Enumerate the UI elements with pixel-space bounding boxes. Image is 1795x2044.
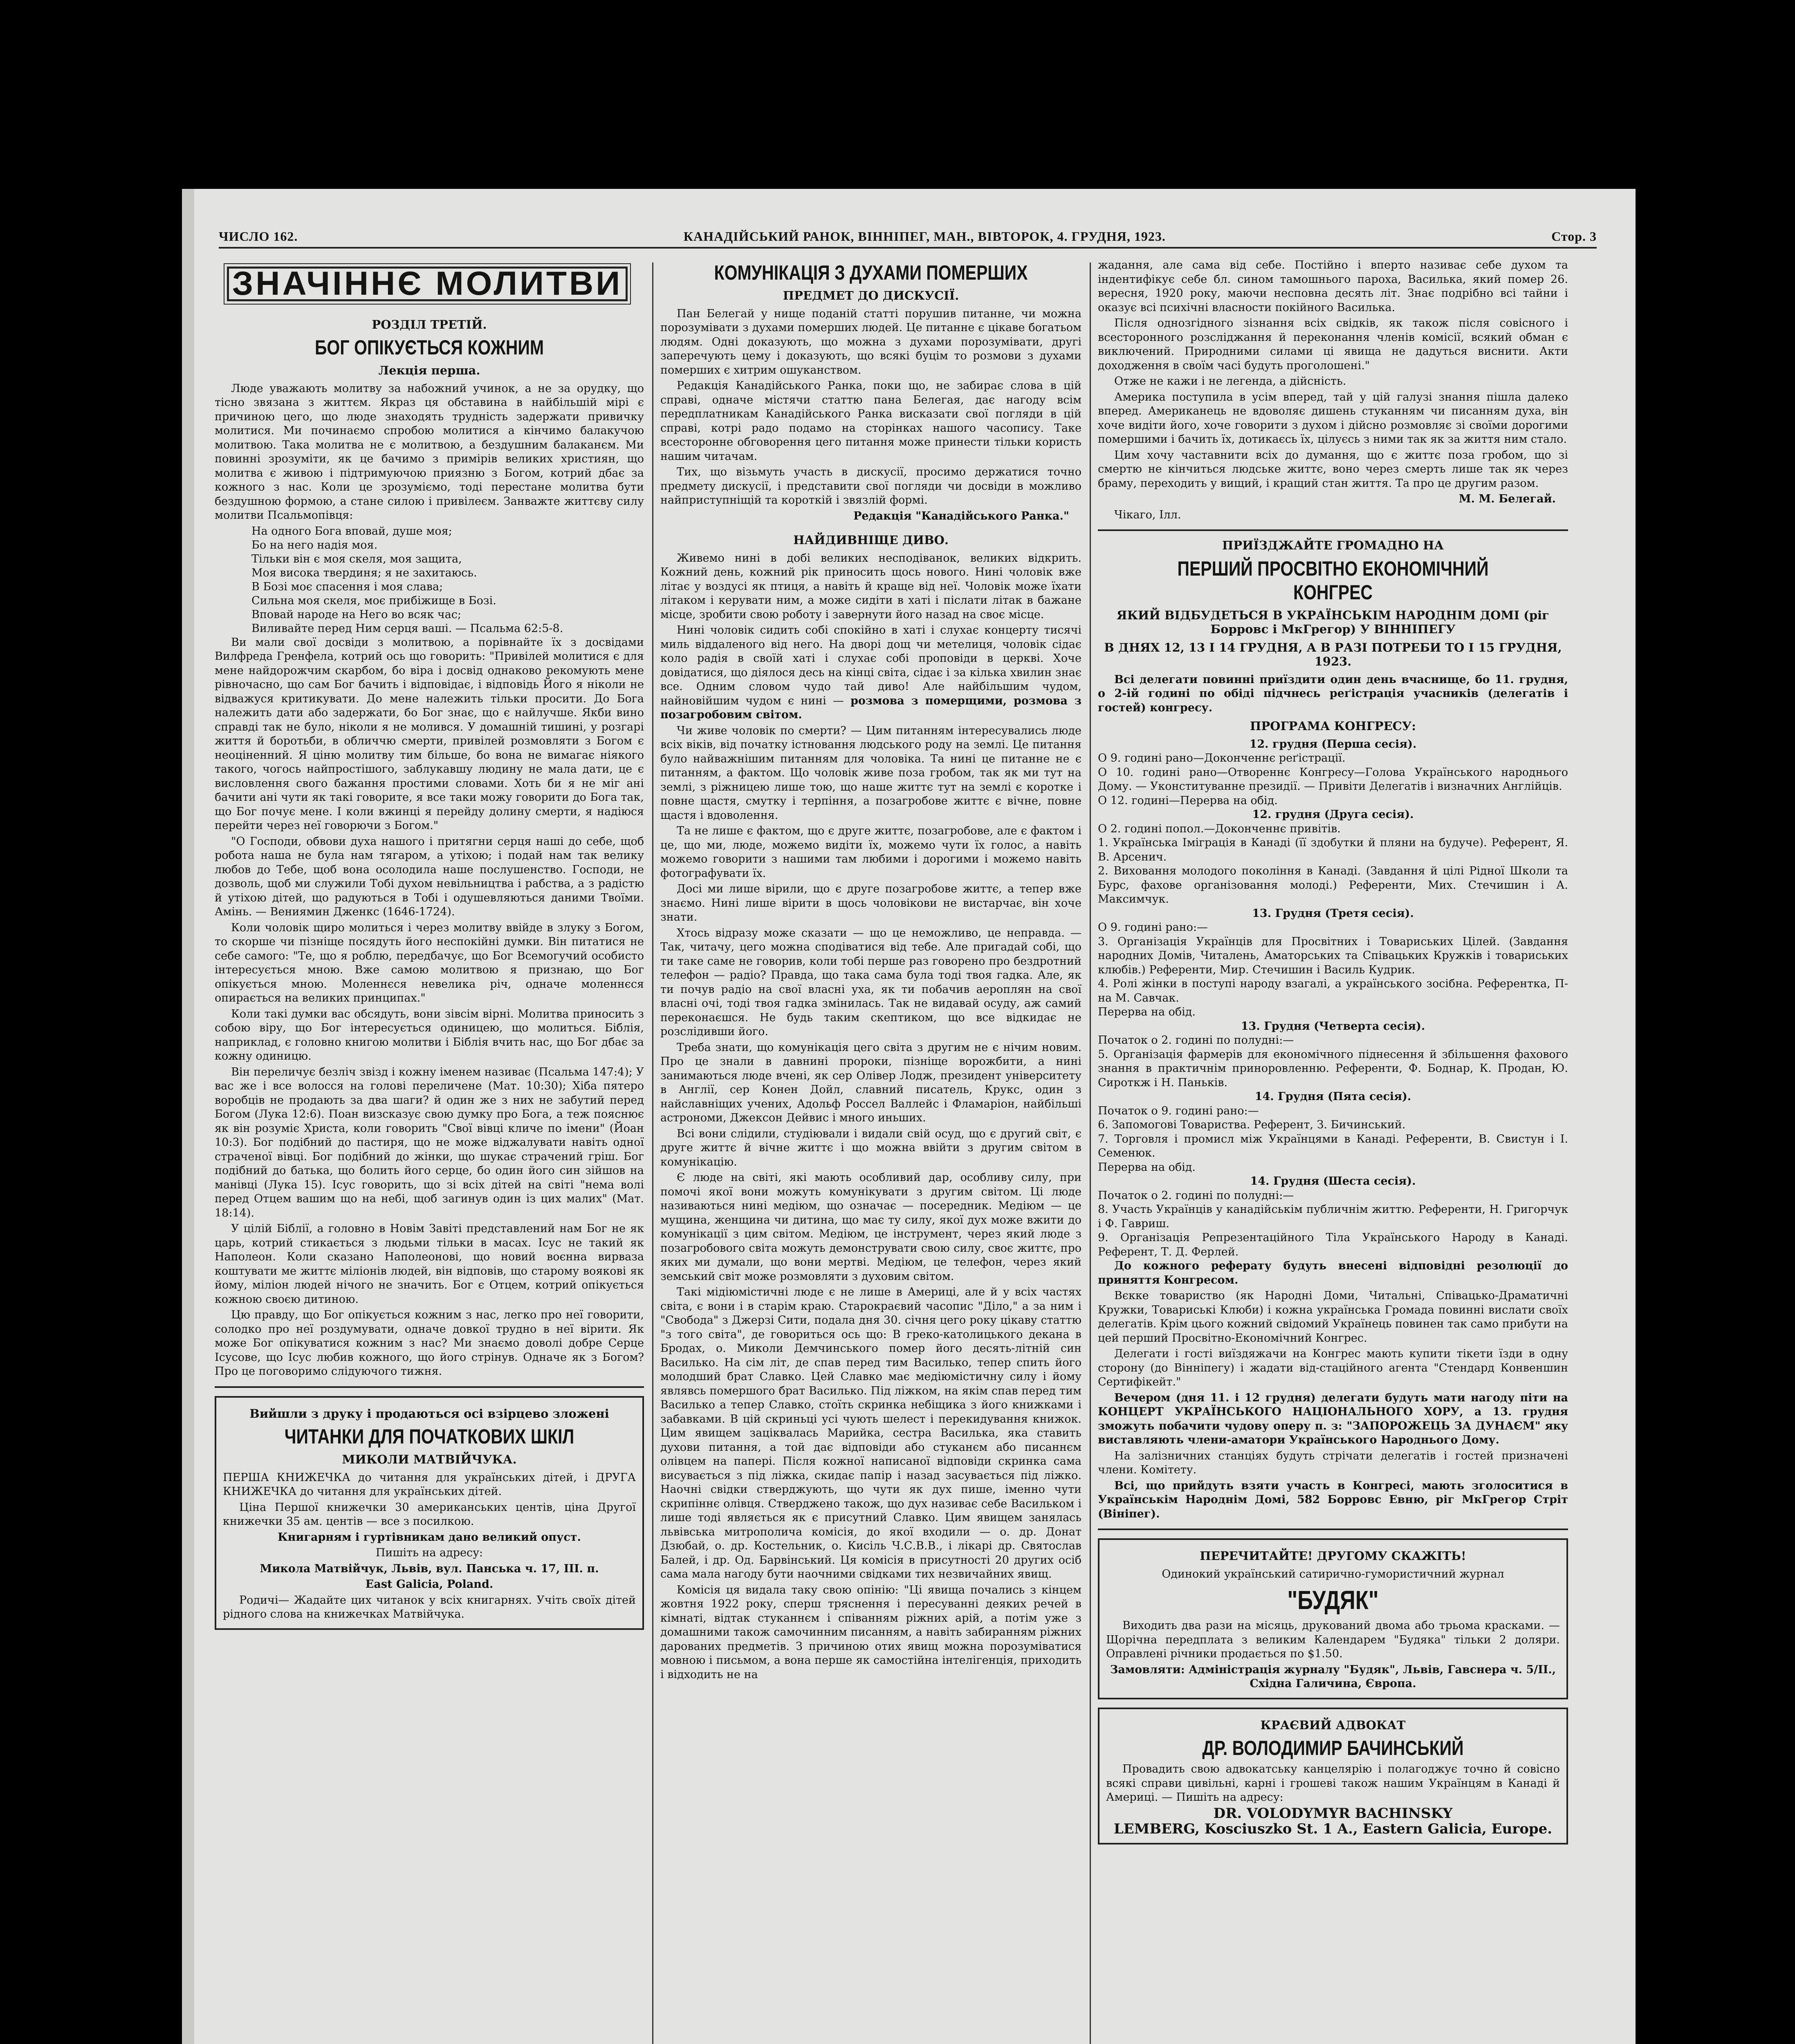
book-advertisement: [215, 1396, 644, 1630]
article-headline: КОМУНІКАЦІЯ З ДУХАМИ ПОМЕРШИХ: [714, 261, 1028, 284]
poem-line: Тільки він є моя скеля, моя защита,: [251, 552, 462, 565]
paragraph: Пан Белегай у нище поданій статті порушив питанне, чи можна порозумівати з духами померших людей. Це питанне є цікаве богатьом людям. Одні доказують, що можна з духами порозумівати, другі заперечують цему і доказують, що всякі буцім то розмови з духами померших є хитрим ошуканством.: [660, 307, 1081, 377]
paragraph-text: Нині чоловік сидить собі спокійно в хаті і слухає концерту тисячі миль віддаленого від него. На дворі дощ чи метелиця, чоловік сідає коло радія в своїй хаті і слухає собі проповіди в церкві. Хоче довідатися, що діялося десь на кінці світа, сідає і за кілька хвилин знає все. Одним словом чудо тай диво! Але найбільшим чудом, найновійшим чудом є нині —: [660, 624, 1081, 707]
ad-title: ДР. ВОЛОДИМИР БАЧИНСЬКИЙ: [1202, 1737, 1464, 1759]
paragraph: Досі ми лише вірили, що є друге позагробове життє, а тепер вже знаємо. Нині лише вірити в щось чоловікови не вистарчає, він хоче знати.: [660, 883, 1081, 923]
poem-line: Вповай народе на Него во всяк час;: [251, 608, 461, 621]
issue-number: ЧИСЛО 162.: [219, 229, 298, 244]
program-title: ПРОГРАМА КОНГРЕСУ:: [1250, 719, 1416, 733]
program-item: О 10. годині рано—Отвореннє Конгресу—Голова Українського народнього Дому. — Уконституванне президії. — Привіти Делегатів і визначних Англійців.: [1098, 766, 1568, 793]
program-item: 3. Організація Українців для Просвітних і Товариських Цілей. (Завдання народних Домів, Читалень, Аматорських та Співацьких Кружків і товариських клюбів.) Референти, Мир. Стечишин і Василь Кудрик.: [1098, 935, 1568, 976]
poem-line: Виливайте перед Ним серця ваші. — Псальма 62:5-8.: [251, 622, 563, 635]
ad-address: East Galicia, Poland.: [365, 1578, 494, 1591]
program-item: 9. Організація Репрезентаційного Тіла Українського Народу в Канаді. Референт, Т. Д. Ферлей.: [1098, 1231, 1568, 1258]
congress-text: Вечером (дня 11. і 12 грудня) делегати будуть мати нагоду піти на КОНЦЕРТ УКРАЇНСЬКОГО НАЦІОНАЛЬНОГО ХОРУ, а 13. грудня зможуть побачити чудову оперу п. з: "ЗАПОРОЖЕЦЬ ЗА ДУНАЄМ" яку виставляють члени-аматори Українського Народнього Дому.: [1098, 1391, 1568, 1446]
congress-announcement: [1098, 538, 1568, 1521]
paragraph: Після однозгідного зізнання всіх свідків, як також після совісного і всесторонного розсліджання й переконання членів комісії, всякий обман є виключений. Природними силами ці явища не дадуться виснити. Акти доходження в своїм часі будуть проголошені.": [1098, 317, 1568, 372]
psalm-quote: [215, 524, 644, 636]
program-item: 6. Запомогові Товариства. Референт, З. Бичинський.: [1098, 1118, 1406, 1131]
paragraph: Хтось відразу може сказати — що це неможливо, це неправда. — Так, читачу, цего можна сподіватися від тебе. Але пригадай собі, що ти таке саме не говорив, коли тобі перше раз говорено про бездротний телефон — радіо? Правда, що така сама була тоді твоя гадка. Але, як ти почув радіо на свої власні уха, як ти побачив аероплян на свої власні очі, тоді твоя гадка змінилась. Так не видавай осуду, аж самий переконаєшся. Не будь таким скептиком, що все відкидає не розслідивши його.: [660, 926, 1081, 1038]
congress-dates: В ДНЯХ 12, 13 І 14 ГРУДНЯ, А В РАЗІ ПОТРЕБИ ТО І 15 ГРУДНЯ, 1923.: [1104, 640, 1562, 668]
poem-line: Бо на него надія моя.: [251, 538, 378, 551]
ad-text: ПЕРША КНИЖЕЧКА до читання для українських дітей, і ДРУГА КНИЖЕЧКА до читання для українських дітей.: [223, 1471, 636, 1498]
program-item: 7. Торговля і промисл між Українцями в Канаді. Референти, В. Свистун і І. Семенюк.: [1098, 1132, 1568, 1159]
ad-address: LEMBERG, Kosciuszko St. 1 A., Eastern Galicia, Europe.: [1113, 1821, 1553, 1837]
ad-text: Виходить два рази на місяць, друкований двома або трьома красками. — Щорічна передплата з великим Календарем "Будяка" тільки 2 доляри. Оправлені річники продається по $1.50.: [1106, 1619, 1560, 1660]
program-list: [1098, 737, 1568, 1260]
program-session-heading: 14. Грудня (Шеста сесія).: [1250, 1175, 1416, 1188]
paragraph: Отже не кажи і не легенда, а дійсність.: [1114, 375, 1346, 388]
paragraph: Комісія ця видала таку свою опінію: "Ці явища почались з кінцем жовтня 1922 року, сперш тряснення і пересуванні деяких речей в кімнаті, відтак стуканнєм і співанням ріжних арій, а потім уже з домашними також самочинним писанням, а навіть забиранням ріжних дарованих предметів. З причиною отих явищ можна порозуміватися мовною і письмом, а вона перше як самостійна інтелігенція, приходить і відходить не на: [660, 1583, 1081, 1681]
ad-head: КРАЄВИЙ АДВОКАТ: [1260, 1718, 1406, 1732]
ad-text: Провадить свою адвокатську канцелярію і полагоджує точно й совісно всякі справи цивільні, карні і грошеві також нашим Українцям в Канаді й Америці. — Пишіть на адресу:: [1106, 1763, 1560, 1804]
program-item: 5. Організація фармерів для економічного піднесення й збільшення фахового знання в практичнім приноровленню. Референти, Ф. Боднар, К. Продан, Ю. Сироткж і Н. Паньків.: [1098, 1048, 1568, 1089]
program-item: 4. Ролі жінки в поступі народу взагалі, а українського зосібна. Референтка, П-на М. Савчак.: [1098, 977, 1568, 1004]
divider: [1098, 1529, 1568, 1530]
paragraph: Цим хочу частавнити всіх до думання, що є життє поза гробом, що зі смертю не кінчиться людське життє, воно через смерть лише так як через браму, переходить у вищий, і кращий стан життя. Та про це другим разом.: [1098, 448, 1568, 490]
signature: М. М. Белегай.: [1458, 493, 1556, 505]
ad-title: "БУДЯК": [1287, 1585, 1379, 1615]
poem-line: Моя висока твердиня; я не захитаюсь.: [251, 566, 477, 579]
column-rule: [1090, 262, 1091, 2044]
paragraph: Живемо нині в добі великих несподіванок, великих відкрить. Кожний день, кожний рік приносить щось нового. Нині чоловік вже літає у воздусі як птиця, а навіть й краще від неї. Чоловік може їхати літаком і керувати ним, а може сидіти в хаті і післати літак в бажане місце, зробити свою роботу і завернути його назад на своє місце.: [660, 551, 1081, 621]
program-item: Перерва на обід.: [1098, 1161, 1196, 1174]
ad-text: Ціна Першої книжечки 30 американських центів, ціна Другої книжечки 35 ам. центів — все з посилкою.: [223, 1501, 636, 1528]
poem-line: Сильна моя скеля, моє прибіжище в Бозі.: [251, 594, 496, 607]
paragraph: У цілій Біблії, а головно в Новім Завіті представлений нам Бог не як царь, котрий стикається з людьми тільки в масах. Ісус не такий як Наполеон. Коли сказано Наполеонові, що новий воєнна вирваза коштувати ме життє міліонів людей, він відповів, що старому воякові як йому, міліон людей нічого не значить. Бог є Отцем, котрий опікується кожною своєю дитиною.: [215, 1222, 644, 1306]
congress-text: На залізничних станціях будуть стрічати делегатів і гостей призначені члени. Комітету.: [1098, 1449, 1568, 1476]
congress-intro: ПРИЇЗДЖАЙТЕ ГРОМАДНО НА: [1222, 538, 1444, 552]
ad-text: Родичі— Жадайте цих читанок у всіх книгарнях. Учіть своїх дітей рідного слова на книжечках Матвійчука.: [223, 1594, 636, 1620]
paragraph: Люде уважають молитву за набожний учинок, а не за орудку, що тісно звязана з життєм. Якраз ця обставина в найбільшій мірі є причиною цего, що люде знаходять трудність задержати привичку молитися. Ми починаємо спробою молитися а кінчимо балакучою молитвою. Така молитва не є молитвою, а бездушним балаканєм. Ми повинні зрозуміти, як це бачимо з примірів великих християн, що молитва є живою і підтримуючою приязню з Богом, котрий дбає за кожного з нас. Коли це зрозуміємо, тоді перестане молитва бути бездушною формою, а стане силою і привілеєм. Занважте життєву силу молитви Псальмопівця:: [215, 382, 644, 522]
program-item: 2. Виховання молодого покоління в Канаді. (Завдання й цілі Рідної Школи та Бурс, фахове організовання молоді.) Референти, Мих. Стечишин і А. Максимчук.: [1098, 865, 1568, 905]
masthead-title: КАНАДІЙСЬКИЙ РАНОК, ВІННІПЕГ, МАН., ВІВТОРОК, 4. ГРУДНЯ, 1923.: [683, 229, 1166, 244]
ad-text: Книгарням і гуртівникам дано великий опуст.: [278, 1531, 581, 1544]
ad-intro: Вийшли з друку і продаються осі взірцево зложені: [249, 1406, 609, 1421]
congress-note: Всі делегати повинні приїздити один день вчаснище, бо 11. грудня, о 2-ій годині по обіді підчнесь реґістрація учасників (делегатів і гостей) конгресу.: [1098, 673, 1568, 714]
paragraph: Та не лише є фактом, що є друге життє, позагробове, але є фактом і це, що ми, люде, можемо видіти їх, можемо чути їх голос, а навіть можемо говорити з нашими там любими і дорогими і можемо навіть фотографувати їх.: [660, 825, 1081, 880]
paragraph: Ви мали свої досвіди з молитвою, а порівнайте їх з досвідами Вилфреда Гренфела, котрий ось що говорить: "Привілей молитися є для мене найдорожчим скарбом, бо віра і досвід однаково рекомують мене рівночасно, що сам Бог бачить і відповідає, і відповідь Його я ніколи не відважуся критикувати. До мене належить тільки просити. До Бога належить дати або задержати, бо Бог знає, що є найлучше. Якби вино справді так не було, ніколи я не молився. У домашній тишині, у розгарі життя й боротьби, в обличчю смерти, привілей розмовляти з Богом є неоціненний. Я ціню молитву тим більше, бо вона не вимагає ніякого такого, чогось найпростішого, заблукавшу людину не мала дати, це є висловлення свого бажання простими словами. Хоть би я не міг ані бачити ані чути як такі говорите, я все таки можу говорити до Бога так, що Бог почує мене. І коли вжинці я перейду долину смерти, я надіюся перейти через неї говорючи з Богом.": [215, 636, 644, 832]
program-item: 1. Українська Іміграція в Канаді (її здобутки й пляни на будуче). Референт, Я. В. Арсенич.: [1098, 836, 1568, 863]
paragraph: [660, 623, 1081, 722]
ad-address: Замовляти: Адміністрація журналу "Будяк", Львів, Гавснера ч. 5/ІІ., Східна Галичина, Європа.: [1110, 1663, 1556, 1690]
ad-title: ЧИТАНКИ ДЛЯ ПОЧАТКОВИХ ШКІЛ: [284, 1425, 574, 1448]
poem-line: На одного Бога вповай, душе моя;: [251, 524, 452, 538]
program-session-heading: 12. грудня (Перша сесія).: [1249, 737, 1417, 751]
lawyer-advertisement: [1098, 1708, 1568, 1845]
article-title-box: ЗНАЧІННЄ МОЛИТВИ: [227, 267, 628, 301]
prayer-quote: "О Господи, обвови духа нашого і притягни серця наші до себе, щоб робота наша не була нам тягаром, а утіхою; і подай нам так велику любов до Тебе, щоб вона осолодила наше послушенство. Господи, не дозволь, щоб ми служили Тобі духом невільництва і рабства, а з радістю й утіхою дітей, що радуються в Тобі і одушевляються даними Твоїми. Амінь. — Вениямин Дженкс (1646-1724).: [215, 835, 644, 918]
paragraph: Коли чоловік щиро молиться і через молитву ввійде в злуку з Богом, то скорше чи пізніще посядуть його неспокійні думки. Він питатися не себе самого: "Те, що я роблю, передбачує, що Бог Всемогучий особисто інтересується мною. Вже самою молитвою я признаю, що Бог опікується мною. Моленнєся невелика річ, одначе моленнєся опирається на великих принципах.": [215, 921, 644, 1004]
budiak-advertisement: [1098, 1538, 1568, 1699]
column-2: [660, 258, 1081, 1683]
program-item: Початок о 2. годині по полудні:—: [1098, 1189, 1294, 1202]
paragraph: Тих, що візьмуть участь в дискусії, просимо держатися точно предмету дискусії, і представити свої погляди чи досвіди в можливо найприступніщій та короткій і звязлій формі.: [660, 466, 1081, 507]
article-subtitle: ПРЕДМЕТ ДО ДИСКУСІЇ.: [783, 289, 959, 303]
paragraph: Такі мідіюмістичні люде є не лише в Америці, але й у всіх частях світа, є вони і в старім краю. Старокраєвий часопис "Діло," а за ним і "Свобода" з Джерзі Сити, подала дня 30. січня цего року цікаву статтю "з того світа", де говориться ось що: В греко-католицького декана в Бродах, о. Миколи Демчинського помер його десять-літній син Василько. На сім літ, де спав перед тим Василько, тепер спить його молодший брат Славко. Цей Славко має медіюмістичну силу і йому являвсь помершого брат Василько. Під ліжком, на якім спав перед тим Василько а тепер Славко, стоїть скринка небіщика з його книжками і забавками. В цій скриньці усі чують шелест і перекидування книжок. Цим явищем заціквалась Марийка, сестра Василька, яка ставить духови питання, а той дає відповіди або стуканєм або писаннєм олівцем на папері. Після кожної написаної відповіди скринка сама висувається з під ліжка, скидає папір і назад засувається під ліжко. Наочні свідки стверджують, що чути як дух пише, іменно чути скрипіннє олівця. Стверджено також, що дух називає себе Васильком і лише тоді являється як є присутний Славко. Цим явищем занялась львівська митрополича комісія, до якої входили — о. др. Донат Дзюбай, о. др. Костельник, о. Кисіль Ч.С.В.В., і лікарі др. Святослав Балей, і др. Од. Барвінський. Ця комісія в присутності 20 других осіб сама мала нагоду бути наочними свідками тих незвичайних явищ.: [660, 1286, 1081, 1580]
section-label: РОЗДІЛ ТРЕТІЙ.: [372, 317, 487, 332]
program-session-heading: 14. Грудня (Пята сесія).: [1254, 1090, 1411, 1103]
newspaper-page: [182, 189, 1636, 2044]
signature: Редакція "Канадійського Ранка.": [853, 509, 1069, 522]
divider: [1098, 529, 1568, 531]
lecture-label: Лекція перша.: [378, 363, 480, 377]
ad-text: Пишіть на адресу:: [375, 1546, 483, 1559]
paragraph: Він переличує безліч звізд і кожну іменем називає (Псальма 147:4); У вас же і все волосся на голові переличене (Мат. 10:30); Хіба пятеро воробців не продають за два шаги? й один же з них не забутий перед Богом (Лука 12:6). Поан визсказує свою думку про Бога, а теж пояснює як він розуміє Христа, коли говорить "Свої вівці кличе по імени" (Йоан 10:3). Бог подібний до пастиря, що не може віджалувати навіть одної страченої вівці. Бог подібний до жінки, що шукає страчений гріш. Бог подібний до батька, що болить його серце, бо один його син зійшов на манівці (Лука 15). Ісус говорить, що зі всіх дітей на світі "нема волі перед Отцем вашим що на небі, щоб загинув один із цих малих" (Мат. 18:14).: [215, 1065, 644, 1219]
column-3: [1098, 258, 1568, 1845]
poem-line: В Бозі моє спасення і моя слава;: [251, 580, 443, 593]
congress-text: Вєкке товариство (як Народні Доми, Читальні, Співацько-Драматичні Кружки, Товариські Клюби) і кожна українська Громада повинні вислати своїх делегатів. Крім цього кожний свідомий Українець повинен так само прибути на цей перший Просвітно-Економічний Конгрес.: [1098, 1289, 1568, 1345]
column-1: [215, 258, 644, 1630]
program-item: Початок о 9. годині рано:—: [1098, 1104, 1259, 1117]
program-item: 8. Участь Українців у канадійськім публичнім життю. Референти, Н. Григорчук і Ф. Гавриш.: [1098, 1203, 1568, 1230]
ad-address: Микола Матвійчук, Львів, вул. Панська ч. 17, ІІІ. п.: [260, 1562, 599, 1575]
page-number: Стор. 3: [1551, 229, 1597, 244]
article-headline: БОГ ОПІКУЄТЬСЯ КОЖНИМ: [314, 336, 544, 359]
paragraph: жадання, але сама від себе. Постійно і вперто називає себе духом та індентифікує себе бл. сином тамошнього пароха, Василька, який помер 26. вересня, 1920 року, маючи несповна десять літ. Знає подрібно всі тайни і оказує всі психічні власности покійного Василька.: [1098, 259, 1568, 314]
divider: [215, 1386, 644, 1388]
paragraph: Чи живе чоловік по смерти? — Цим питанням інтересувались люде всіх віків, від початку істновання людського роду на землі. Це питання було найважнішим питанням для чоловіка. Та нині це питанне не є питанням, а фактом. Що чоловік живе поза гробом, так як ми тут на землі, з ріжницею лише тою, що наше життє тут на землі є коротке і повне щастя, смутку і терпіння, а позагробове життє є вічне, повне щастя і вдоволення.: [660, 724, 1081, 822]
program-item: О 9. годині рано:—: [1098, 921, 1208, 934]
congress-text: Всі, що прийдуть взяти участь в Конгресі, мають зголоситися в Українськім Народнім Домі, 582 Борровс Евню, ріг МкГрегор Стріт (Вініпег).: [1098, 1479, 1568, 1520]
program-item: О 2. годині попол.—Доконченнє привітів.: [1098, 822, 1341, 835]
section-heading: НАЙДИВНІЩЕ ДИВО.: [793, 533, 949, 547]
paragraph: Треба знати, що комунікація цего світа з другим не є нічим новим. Про це знали в давнині пророки, пізніще ворожбити, а нині занимаються люде вчені, як сер Олівер Лодж, президент університету в Англії, сер Конен Дойл, славний писатель, Крукс, один з найславніщих учених, Адольф Россел Валлейс і Фламаріон, найбільші астрономи, Джексон Дейвис і много иньших.: [660, 1041, 1081, 1124]
program-item: Перерва на обід.: [1098, 1006, 1196, 1018]
congress-location: ЯКИЙ ВІДБУДЕТЬСЯ В УКРАЇНСЬКІМ НАРОДНІМ ДОМІ (ріг Борровс і МкГрегор) У ВІННІПЕГУ: [1117, 608, 1549, 636]
congress-title: ПЕРШИЙ ПРОСВІТНО ЕКОНОМІЧНИЙ КОНГРЕС: [1177, 557, 1489, 604]
ad-address: DR. VOLODYMYR BACHINSKY: [1213, 1805, 1453, 1822]
paragraph: Америка поступила в усім вперед, тай у цій галузі знання пішла далеко вперед. Американець не вдоволяє дишень стуканням чи писанням духа, він хоче видіти його, хоче говорити з духом і дійсно розмовляє зі своїми дорогими помершими і бачить їх, дотикаєсь їх, цілуєсь з ними так як за життя ним стало.: [1098, 390, 1568, 446]
dateline: Чікаго, Ілл.: [1114, 508, 1181, 521]
paragraph: Є люде на світі, які мають особливий дар, особливу силу, при помочі якої вони можуть комунікувати з другим світом. Ці люде називаються нині медіюм, що означає — посередник. Медіюм — це мущина, женщина чи дитина, що має ту силу, якої дух може вжити до комунікації з цим світом. Медіюм, це інструмент, через який люде з позагробового світа можуть демонструвати свою силу, своє життє, про яких ми думали, що вони мертві. Медіюм, це телефон, через який земський світ може розмовляти з духовим світом.: [660, 1171, 1081, 1283]
emphasis: розмова з померщими, розмова з позагробовим світом.: [660, 694, 1081, 721]
paragraph: Цю правду, що Бог опікується кожним з нас, легко про неї говорити, солодко про неї роздумувати, одначе довкої трудно в неї вірити. Як може Бог опікуватися кожним з нас? Ми знаємо доволі добре Серце Ісусове, що Ісус любив кожного, що його стрінув. Одначе як з Богом? Про це поговоримо слідуючого тижня.: [215, 1309, 644, 1378]
program-item: Початок о 2. годині по полудні:—: [1098, 1034, 1294, 1047]
masthead: [219, 226, 1597, 249]
ad-text: Одинокий український сатирично-гумористичний журнал: [1162, 1567, 1504, 1580]
program-session-heading: 13. Грудня (Четверта сесія).: [1241, 1020, 1425, 1033]
ad-head: ПЕРЕЧИТАЙТЕ! ДРУГОМУ СКАЖІТЬ!: [1200, 1549, 1466, 1563]
paragraph: Коли такі думки вас обсядуть, вони зівсім вірні. Молитва приносить з собою віру, що Бог інтересується одиницею, що молиться. Біблія, наприклад, є головно книгою молитви і Біблія вчить нас, що Бог дбає за кожну одиницю.: [215, 1007, 644, 1062]
congress-text: До кожного реферату будуть внесені відповідні резолюції до приняття Конгресом.: [1098, 1260, 1568, 1286]
page-shadow: [182, 189, 194, 2044]
paragraph: Редакція Канадійського Ранка, поки що, не забирає слова в цій справі, одначе містячи статтю пана Белегая, дає нагоду всім передплатникам Канадійського Ранка висказати свої погляди в цій справі, котрі радо подамо на сторінках нашого часопису. Таке всесторонне обговорення цего питання може принести тільки користь нашим читачам.: [660, 379, 1081, 463]
column-rule: [652, 262, 653, 2044]
program-session-heading: 12. грудня (Друга сесія).: [1252, 808, 1414, 821]
program-item: О 12. годині—Перерва на обід.: [1098, 794, 1278, 807]
congress-text: Делегати і гості виїздяжачи на Конгрес мають купити тікети їзди в одну сторону (до Вінніпегу) і жадати від-стаційного агента "Стендард Конвеншин Сертифікейт.": [1098, 1347, 1568, 1388]
program-item: О 9. годині рано—Доконченнє реґістрації.: [1098, 752, 1346, 764]
ad-author: МИКОЛИ МАТВІЙЧУКА.: [342, 1452, 517, 1466]
program-session-heading: 13. Грудня (Третя сесія).: [1252, 907, 1414, 920]
paragraph: Всі вони слідили, студіювали і видали свій осуд, що є другий світ, є друге життє й вічне життє і що можна ввійти з другим світом в комунікацію.: [660, 1127, 1081, 1168]
